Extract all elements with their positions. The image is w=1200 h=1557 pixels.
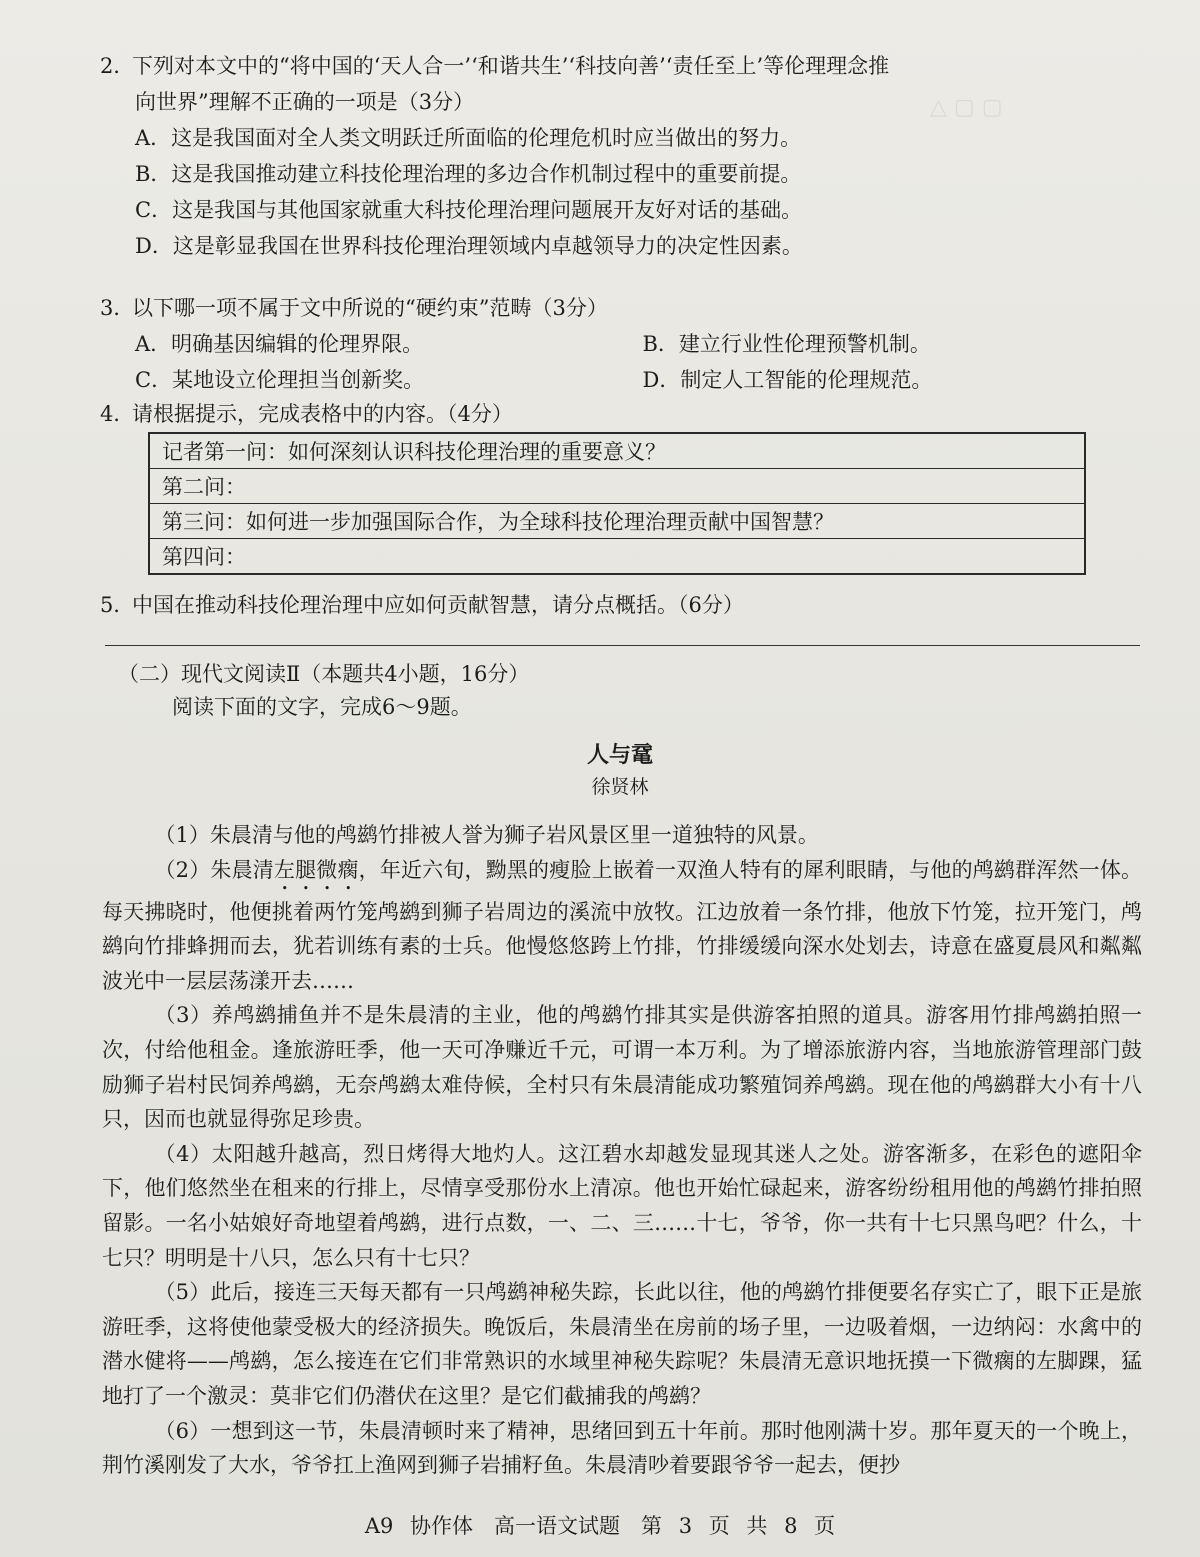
- table-row: [149, 504, 1085, 539]
- article-paragraph-5: （5）此后，接连三天每天都有一只鸬鹚神秘失踪，长此以往，他的鸬鹚竹排便要名存实亡了，眼下正是旅游旺季，这将使他蒙受极大的经济损失。晚饭后，朱晨清坐在房前的场子里，一边吸着烟，一边纳闷：水禽中的潜水健将——鸬鹚，怎么接连在它们非常熟识的水域里神秘失踪呢？朱晨清无意识地抚摸一下微瘸的左脚踝，猛地打了一个激灵：莫非它们仍潜伏在这里？是它们截捕我的鸬鹚？: [102, 1280, 1142, 1408]
- article-paragraph-1: （1）朱晨清与他的鸬鹚竹排被人誉为狮子岩风景区里一道独特的风景。: [154, 823, 819, 847]
- question-2-stem-line2: 向世界”理解不正确的一项是（3分）: [135, 90, 475, 114]
- table-cell-q2[interactable]: 第二问：: [149, 469, 1085, 504]
- table-cell-q4[interactable]: 第四问：: [149, 539, 1085, 575]
- article-paragraph-3: （3）养鸬鹚捕鱼并不是朱晨清的主业，他的鸬鹚竹排其实是供游客拍照的道具。游客用竹排鸬鹚拍照一次，付给他租金。逢旅游旺季，他一天可净赚近千元，可谓一本万利。为了增添旅游内容，当地旅游管理部门鼓励狮子岩村民饲养鸬鹚，无奈鸬鹚太难侍候，全村只有朱晨清能成功繁殖饲养鸬鹚。现在他的鸬鹚群大小有十八只，因而也就显得弥足珍贵。: [102, 1003, 1142, 1132]
- section-divider: [105, 645, 1140, 646]
- question-2-stem-line1: 2．下列对本文中的“将中国的‘天人合一’‘和谐共生’‘科技向善’‘责任至上’等伦理理念推: [100, 54, 890, 78]
- question-5-stem: 5．中国在推动科技伦理治理中应如何贡献智慧，请分点概括。（6分）: [100, 593, 744, 617]
- table-row: [149, 469, 1085, 504]
- question-2-option-d: D．这是彰显我国在世界科技伦理治理领域内卓越领导力的决定性因素。: [135, 234, 803, 258]
- question-2-option-c: C．这是我国与其他国家就重大科技伦理治理问题展开友好对话的基础。: [135, 198, 803, 222]
- article-paragraph-4: （4）太阳越升越高，烈日烤得大地灼人。这江碧水却越发显现其迷人之处。游客渐多，在彩色的遮阳伞下，他们悠然坐在租来的行排上，尽情享受那份水上清凉。他也开始忙碌起来，游客纷纷租用他的鸬鹚竹排拍照留影。一名小姑娘好奇地望着鸬鹚，进行点数，一、二、三……十七，爷爷，你一共有十七只黑鸟吧？什么，十七只？明明是十八只，怎么只有十七只？: [102, 1141, 1142, 1270]
- article-paragraph-2: （2）朱晨清左腿微瘸，年近六旬，黝黑的瘦脸上嵌着一双渔人特有的犀利眼睛，与他的鸬鹚群浑然一体。每天拂晓时，他便挑着两竹笼鸬鹚到狮子岩周边的溪流中放牧。江边放着一条竹排，他放下竹笼，拉开笼门，鸬鹚向竹排蜂拥而去，犹若训练有素的士兵。他慢悠悠跨上竹排，竹排缓缓向深水处划去，诗意在盛夏晨风和粼粼波光中一层层荡漾开去……: [102, 857, 1142, 993]
- article-author: 徐贤林: [591, 776, 649, 798]
- article-body: [102, 818, 1142, 1483]
- bleed-through-text: △ ▢ ▢: [930, 95, 1003, 120]
- question-3-option-d: D．制定人工智能的伦理规范。: [642, 368, 933, 392]
- question-3: [100, 290, 1150, 398]
- section-instruction: 阅读下面的文字，完成6～9题。: [172, 695, 472, 719]
- question-5: [100, 587, 1150, 623]
- article-paragraph-6: （6）一想到这一节，朱晨清顿时来了精神，思绪回到五十年前。那时他刚满十岁。那年夏天的一个晚上，荆竹溪刚发了大水，爷爷扛上渔网到狮子岩捕籽鱼。朱晨清吵着要跟爷爷一起去，便抄: [102, 1418, 1142, 1478]
- section-heading: （二）现代文阅读Ⅱ（本题共4小题，16分）: [118, 662, 530, 686]
- page-footer: A9 协作体 高一语文试题 第 3 页 共 8 页: [364, 1514, 836, 1538]
- article-title: 人与鼋: [586, 743, 653, 768]
- question-2-option-b: B．这是我国推动建立科技伦理治理的多边合作机制过程中的重要前提。: [135, 162, 802, 186]
- question-3-options-row-2: [100, 362, 1150, 398]
- question-4: [100, 396, 1150, 432]
- table-row: [149, 433, 1085, 469]
- question-3-options-row-1: [100, 326, 1150, 362]
- question-3-stem: 3．以下哪一项不属于文中所说的“硬约束”范畴（3分）: [100, 296, 608, 320]
- emphasis-marked-text: 左腿微瘸: [273, 857, 359, 882]
- table-cell-q3: 第三问：如何进一步加强国际合作，为全球科技伦理治理贡献中国智慧？: [149, 504, 1085, 539]
- question-4-table: [148, 432, 1086, 575]
- question-3-option-c: C．某地设立伦理担当创新奖。: [135, 368, 425, 392]
- question-3-option-b: B．建立行业性伦理预警机制。: [642, 332, 931, 356]
- table-row: [149, 539, 1085, 575]
- table-cell-q1: 记者第一问：如何深刻认识科技伦理治理的重要意义？: [149, 433, 1085, 469]
- question-3-option-a: A．明确基因编辑的伦理界限。: [135, 332, 424, 356]
- question-2: [100, 48, 1150, 264]
- question-4-stem: 4．请根据提示，完成表格中的内容。（4分）: [100, 402, 513, 426]
- question-2-option-a: A．这是我国面对全人类文明跃迁所面临的伦理危机时应当做出的努力。: [135, 126, 802, 150]
